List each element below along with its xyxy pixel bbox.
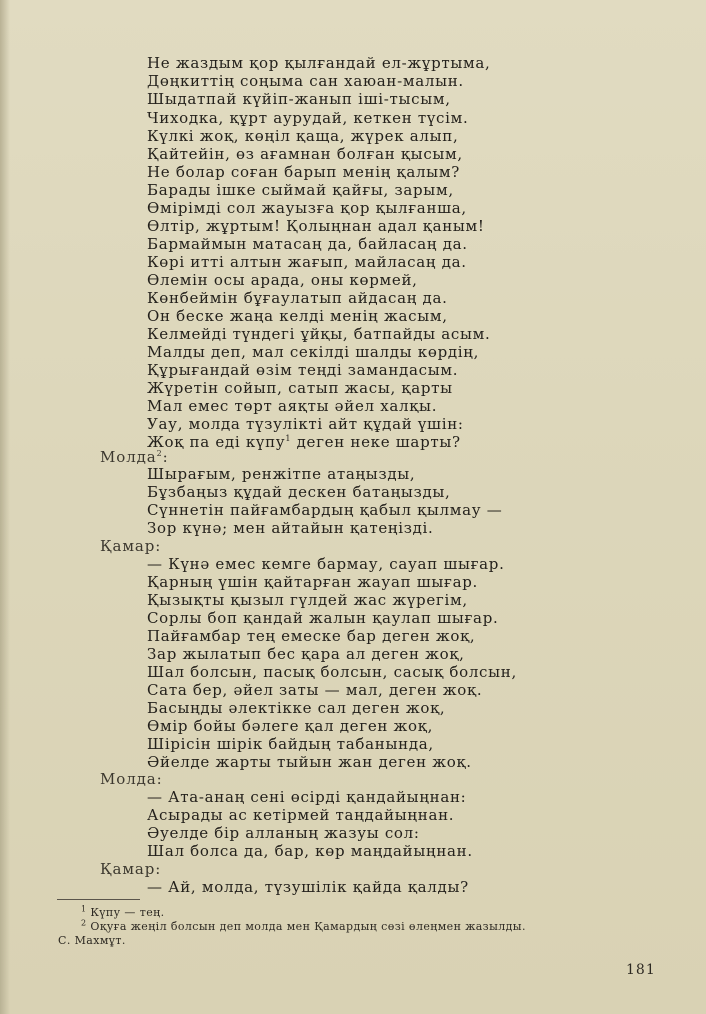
verse-line: Он беске жаңа келді менің жасым, (147, 307, 448, 325)
verse-line: Шал болсын, пасық болсын, сасық болсын, (147, 663, 517, 681)
verse-line: Шыдатпай күйіп-жанып іші-тысым, (147, 90, 451, 108)
verse-line: Өлемін осы арада, оны көрмей, (147, 271, 418, 289)
verse-line: Уау, молда түзулікті айт құдай үшін: (147, 415, 464, 433)
verse-line: Басыңды әлектікке сал деген жоқ, (147, 699, 446, 717)
verse-line: Дөңкиттің соңыма сан хаюан-малын. (147, 72, 464, 90)
footnote (81, 906, 164, 919)
verse-line: Келмейді түндегі ұйқы, батпайды асым. (147, 325, 491, 343)
speaker-label: Молда: (100, 770, 163, 788)
footnote-marker: 1 (285, 434, 292, 443)
verse-line-with-footnote (147, 434, 461, 451)
verse-line: Барады ішке сыймай қайғы, зарым, (147, 181, 454, 199)
verse-line: Не жаздым қор қылғандай ел-жұртыма, (147, 54, 491, 72)
footnote-marker: 2 (81, 918, 87, 928)
footnote-separator (57, 899, 140, 900)
verse-line: Көнбеймін бұғаулатып айдасаң да. (147, 289, 448, 307)
footnote-attribution (58, 934, 126, 947)
footnote-text: Күпу — тең. (86, 906, 165, 919)
speaker-colon: : (162, 448, 169, 466)
verse-line: — Ата-анаң сені өсірді қандайыңнан: (147, 788, 467, 806)
verse-line: Асырады ас кетірмей таңдайыңнан. (147, 806, 455, 824)
verse-line: Бармаймын матасаң да, байласаң да. (147, 235, 468, 253)
verse-line: Қайтейін, өз ағамнан болған қысым, (147, 145, 463, 163)
page-gutter-shadow (0, 0, 10, 1014)
footnote-marker: 2 (156, 449, 163, 458)
verse-line: Көрі итті алтын жағып, майласаң да. (147, 253, 467, 271)
verse-line: Шырағым, ренжітпе атаңызды, (147, 465, 416, 483)
verse-line: Өмір бойы бәлеге қал деген жоқ, (147, 717, 434, 735)
verse-line: Күлкі жоқ, көңіл қаща, жүрек алып, (147, 127, 459, 145)
verse-line: Өмірімді сол жауызға қор қылғанша, (147, 199, 467, 217)
verse-line: Сата бер, әйел заты — мал, деген жоқ. (147, 681, 483, 699)
verse-line: Қызықты қызыл гүлдей жас жүрегім, (147, 591, 468, 609)
verse-line: Чиходка, құрт аурудай, кеткен түсім. (147, 109, 469, 127)
speaker-label: Қамар: (100, 860, 162, 878)
verse-line: Өлтір, жұртым! Қолыңнан адал қаным! (147, 217, 485, 235)
verse-line: — Күнә емес кемге бармау, сауап шығар. (147, 555, 505, 573)
verse-line: Сорлы боп қандай жалын қаулап шығар. (147, 609, 499, 627)
verse-text: деген неке шарты? (291, 433, 461, 451)
verse-line: Жүретін сойып, сатып жасы, қарты (147, 379, 453, 397)
verse-line: — Ай, молда, түзушілік қайда қалды? (147, 878, 469, 896)
verse-line: Әуелде бір алланың жазуы сол: (147, 824, 420, 842)
verse-line: Әйелде жарты тыйын жан деген жоқ. (147, 753, 472, 771)
verse-line: Зор күнә; мен айтайын қатеңізді. (147, 519, 434, 537)
verse-line: Малды деп, мал секілді шалды көрдің, (147, 343, 480, 361)
footnote-text: Оқуға жеңіл болсын деп молда мен Қамардың сөзі өлеңмен жазылды. (86, 920, 526, 933)
verse-line: Шал болса да, бар, көр маңдайыңнан. (147, 842, 473, 860)
verse-line: Мал емес төрт аяқты әйел халқы. (147, 397, 438, 415)
verse-line: Құрығандай өзім теңді замандасым. (147, 361, 459, 379)
verse-line: Қарның үшін қайтарған жауап шығар. (147, 573, 479, 591)
speaker-name: Молда (100, 448, 157, 466)
verse-line: Зар жылатып бес қара ал деген жоқ, (147, 645, 465, 663)
page-number: 181 (626, 962, 656, 978)
verse-line: Сүннетін пайғамбардың қабыл қылмау — (147, 501, 503, 519)
footnote-text: С. Махмұт. (58, 934, 126, 947)
footnote-marker: 1 (81, 904, 87, 914)
speaker-label: Қамар: (100, 537, 162, 555)
verse-line: Шірісін шірік байдың табанында, (147, 735, 434, 753)
speaker-label (100, 449, 169, 466)
verse-line: Пайғамбар тең емеске бар деген жоқ, (147, 627, 476, 645)
verse-line: Бұзбаңыз құдай деcкен батаңызды, (147, 483, 451, 501)
verse-text: Жоқ па еді күпу (147, 433, 286, 451)
footnote (81, 920, 526, 933)
verse-line: Не болар соған барып менің қалым? (147, 163, 460, 181)
